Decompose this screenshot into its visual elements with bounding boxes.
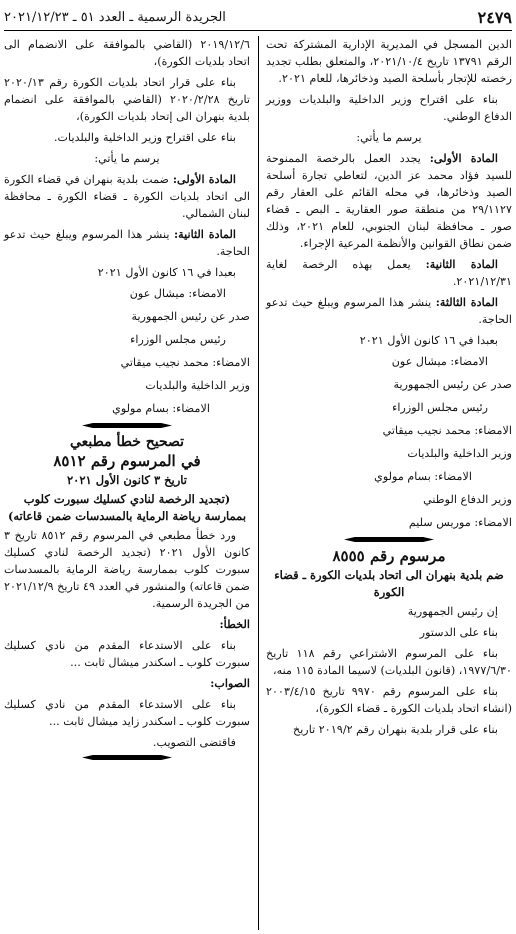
paragraph: بناء على الدستور	[419, 626, 498, 639]
signature: الامضاء: ميشال عون	[391, 355, 488, 368]
article-text: يعمل بهذه الرخصة لغاية ٢٠٢١/١٢/٣١.	[266, 258, 512, 288]
decree-date: بعبدا في ١٦ كانون الأول ٢٠٢١	[359, 334, 498, 347]
signature: صدر عن رئيس الجمهورية	[393, 378, 512, 391]
signature: رئيس مجلس الوزراء	[392, 401, 488, 414]
decree-intro: يرسم ما يأتي:	[356, 131, 422, 144]
signature: الامضاء: ميشال عون	[129, 287, 226, 300]
article-text: يجدد العمل بالرخصة الممنوحة للسيد فؤاد محمد عز الدين، لتعاطي تجارة أسلحة الصيد وذخائرها، في محله القائم على العقار رقم ٢٩/١١٢٧ من منطقة صور العقارية ـ البص ـ قضاء صور ـ محافظة لبنان الجنوبي، للعام ٢٠٢١، وذلك ضمن نطاق القوانين والأنظمة المرعية الإجراء.	[266, 152, 513, 250]
article-text: ضمت بلدية بنهران في قضاء الكورة الى اتحاد بلديات الكورة ـ قضاء الكورة ـ محافظة لبنان الشمالي.	[4, 173, 250, 220]
article-1	[266, 150, 512, 252]
decree-date: بعبدا في ١٦ كانون الأول ٢٠٢١	[97, 266, 236, 279]
section-separator	[4, 755, 250, 760]
paragraph: بناء على المرسوم رقم ٩٩٧٠ تاريخ ٢٠٠٣/٤/١٥ (انشاء اتحاد بلديات الكورة ـ قضاء الكورة)،	[266, 685, 512, 715]
paragraph: بناء على الاستدعاء المقدم من نادي كسليك سبورت كلوب ـ اسكندر ميشال ثابت ...	[4, 639, 250, 669]
correction-date: تاريخ ٣ كانون الأول ٢٠٢١	[66, 473, 188, 487]
article-1	[4, 171, 250, 222]
article-label: المادة الثانية:	[425, 257, 499, 271]
correction-decree: في المرسوم رقم ٨٥١٢	[53, 452, 201, 470]
signature: وزير الداخلية والبلديات	[407, 447, 512, 460]
header-rule	[4, 30, 512, 31]
correct-label: الصواب:	[210, 676, 250, 690]
correction-subject: (تجديد الرخصة لنادي كسليك سبورت كلوب بممارسة رياضة الرماية بالمسدسات ضمن قاعاته)	[7, 492, 247, 523]
correction-title: تصحيح خطأ مطبعي	[69, 434, 185, 450]
decree-intro: يرسم ما يأتي:	[94, 152, 160, 165]
article-label: المادة الأولى:	[172, 172, 236, 186]
article-label: المادة الثانية:	[174, 227, 236, 241]
column-divider	[258, 36, 259, 930]
signature: رئيس مجلس الوزراء	[130, 333, 226, 346]
article-3	[266, 294, 512, 328]
article-text: ينشر هذا المرسوم ويبلغ حيث تدعو الحاجة.	[4, 228, 250, 258]
decree-subtitle: ضم بلدية بنهران الى اتحاد بلديات الكورة ـ قضاء الكورة	[274, 568, 504, 599]
signature: الامضاء: بسام مولوي	[112, 402, 210, 415]
page-header	[4, 6, 512, 28]
article-2	[4, 226, 250, 260]
article-label: المادة الثالثة:	[435, 295, 498, 309]
right-column	[266, 36, 512, 742]
article-label: المادة الأولى:	[429, 151, 499, 165]
paragraph: ورد خطأ مطبعي في المرسوم رقم ٨٥١٢ تاريخ ٣ كانون الأول ٢٠٢١ (تجديد الرخصة لنادي كسليك سبورت كلوب بممارسة رياضة الرماية بالمسدسات ضمن قاعاته) والمنشور في العدد ٤٩ تاريخ ٢٠٢١/١٢/٩ من الجريدة الرسمية.	[4, 529, 251, 610]
error-label: الخطأ:	[219, 617, 250, 631]
paragraph: ٢٠١٩/١٢/٦ (القاضي بالموافقة على الانضمام الى اتحاد بلديات الكورة)،	[4, 38, 250, 68]
signature: الامضاء: محمد نجيب ميقاتي	[120, 356, 250, 369]
page-number: ٢٤٧٩	[477, 7, 512, 27]
paragraph: بناء على الاستدعاء المقدم من نادي كسليك سبورت كلوب ـ اسكندر زايد ميشال ثابت ...	[4, 698, 250, 728]
article-text: ينشر هذا المرسوم ويبلغ حيث تدعو الحاجة.	[266, 296, 512, 326]
paragraph: فاقتضى التصويب.	[152, 736, 236, 749]
paragraph: بناء على قرار اتحاد بلديات الكورة رقم ٢٠٢٠/١٣ تاريخ ٢٠٢٠/٢/٢٨ (القاضي بالموافقة على انضمام بلدية بنهران الى إتحاد بلديات الكورة)،	[4, 76, 250, 123]
signature: وزير الدفاع الوطني	[423, 493, 512, 506]
section-separator	[266, 537, 512, 542]
paragraph: إن رئيس الجمهورية	[407, 605, 498, 618]
signature: صدر عن رئيس الجمهورية	[131, 310, 250, 323]
journal-info: الجريدة الرسمية ـ العدد ٥١ ـ ٢٠٢١/١٢/٢٣	[4, 9, 226, 25]
paragraph: بناء على اقتراح وزير الداخلية والبلديات ووزير الدفاع الوطني.	[266, 93, 512, 123]
paragraph: بناء على اقتراح وزير الداخلية والبلديات.	[53, 131, 236, 144]
paragraph: بناء على المرسوم الاشتراعي رقم ١١٨ تاريخ ١٩٧٧/٦/٣٠، (قانون البلديات) لاسيما المادة ١١٥ منه،	[266, 647, 512, 677]
signature: الامضاء: موريس سليم	[408, 516, 512, 529]
signature: الامضاء: بسام مولوي	[374, 470, 472, 483]
paragraph: بناء على قرار بلدية بنهران رقم ٢٠١٩/٢ تاريخ	[292, 723, 498, 736]
section-separator	[4, 423, 250, 428]
left-column	[4, 36, 250, 766]
article-2	[266, 256, 512, 290]
decree-title: مرسوم رقم ٨٥٥٥	[332, 547, 446, 565]
signature: الامضاء: محمد نجيب ميقاتي	[382, 424, 512, 437]
signature: وزير الداخلية والبلديات	[145, 379, 250, 392]
paragraph: الدين المسجل في المديرية الإدارية المشتركة تحت الرقم ١٣٧٩١ تاريخ ٢٠٢١/١٠/٤، والمتعلق بطلب تجديد رخصته للإتجار بأسلحة الصيد وذخائرها، للعام ٢٠٢١.	[266, 38, 512, 85]
